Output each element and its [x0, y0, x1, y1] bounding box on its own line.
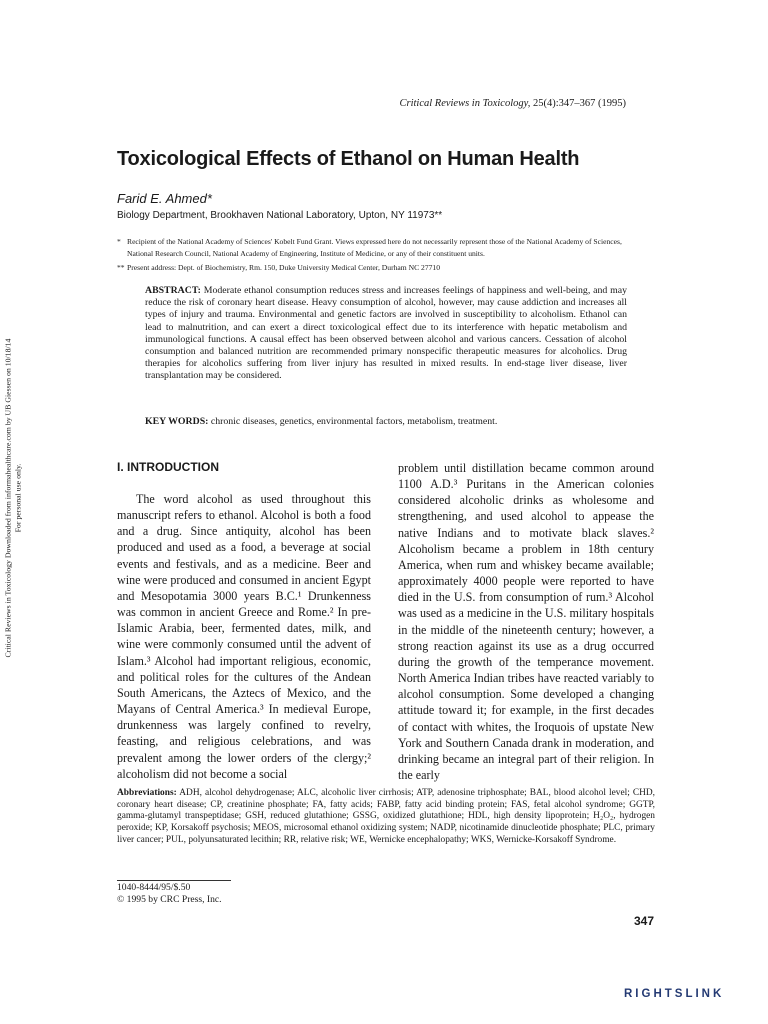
footnote-rule — [117, 880, 231, 881]
page-number: 347 — [634, 914, 655, 928]
section-heading: I. INTRODUCTION — [117, 460, 219, 474]
issn-code: 1040-8444/95/$.50 — [117, 882, 191, 893]
abbreviations-text: ADH, alcohol dehydrogenase; ALC, alcoholic liver cirrhosis; ATP, adenosine triphosphate; BAL, blood alcohol level; CHD, coronary heart disease; CP, creatinine phosphate; FA, fatty acids; FABP, fatty acid binding protein; FAS, fetal alcohol syndrome; GGTP, gamma-glutamyl transpeptidase; GSH, reduced glutathione; GSSG, oxidized glutathione; HDL, high density lipoprotein; H₂O₂, hydrogen peroxide; KP, Korsakoff psychosis; MEOS, microsomal ethanol oxidizing system; NADP, nicotinamide dinucleotide phosphate; PLC, primary liver cancer; PUL, polyunsaturated lecithin; RR, relative risk; WE, Wernicke encephalopathy; WKS, Wernicke-Korsakoff Syndrome. — [117, 788, 656, 845]
abstract-text: Moderate ethanol consumption reduces stress and increases feelings of happiness and well-being, and may reduce the risk of coronary heart disease. Heavy consumption of alcohol, however, may cause addiction and increases all types of injury and trauma. Environmental and genetic factors are involved in susceptibility to alcoholism. Ethanol can lead to malnutrition, and can exert a direct toxicological effect due to its interference with hepatic metabolism and immunological functions. A causal effect has been observed between alcohol and various cancers. Cessation of alcohol consumption and balanced nutrition are recommended primary nonspecific therapeutic measures for alcoholics. Drug therapies for alcoholics suffering from liver injury has resulted in mixed results. In end-stage liver disease, liver transplantation may be considered. — [145, 285, 628, 382]
body-column-left: The word alcohol as used throughout this manuscript refers to ethanol. Alcohol is both a food and a drug. Since antiquity, alcohol has been produced and used as a food, a beverage at social events and festivals, and as a medicine. Beer and wine were produced and consumed in ancient Egypt and Mesopotamia 3000 years B.C.¹ Drunkenness was common in ancient Greece and Rome.² In pre-Islamic Arabia, beer, fermented dates, milk, and wine were commonly consumed until the advent of Islam.³ Alcohol had important religious, economic, and political roles for the cultures of the Andean South Americans, the Aztecs of Mexico, and the Mayans of Central America.³ In medieval Europe, drunkenness was largely confined to revelry, feasting, and religious celebrations, and was prevalent among the lower orders of the clergy;² alcoholism did not become a social — [117, 492, 371, 781]
author-affiliation: Biology Department, Brookhaven National Laboratory, Upton, NY 11973** — [117, 210, 443, 221]
body-column-right: problem until distillation became common around 1100 A.D.³ Puritans in the American colonies considered alcoholic drinks as wholesome and strengthening, and used alcohol to appease the native Indians and to motivate black slaves.² Alcoholism became a problem in 18th century America, when rum and whiskey became available; approximately 4000 people were reported to have died in the U.S. from consumption of rum.³ Alcohol was used as a medicine in the U.S. military hospitals in the middle of the nineteenth century; however, a strong reaction against its use as a drug occurred during the growth of the temperance movement. North America Indian tribes have reacted variably to alcohol consumption. Some developed a changing attitude toward it; for example, in the first decades of contact with whites, the Iroquois of upstate New York and Southern Canada drank in moderation, and drinking became an integral part of their religion. In the early — [398, 461, 654, 782]
keywords-text: chronic diseases, genetics, environmental factors, metabolism, treatment. — [210, 416, 498, 427]
journal-citation — [399, 98, 626, 109]
journal-volume: 25(4):347–367 (1995) — [532, 98, 626, 109]
imprint — [117, 882, 222, 906]
keywords-label: KEY WORDS: — [145, 416, 209, 427]
footnote-text: Present address: Dept. of Biochemistry, Rm. 150, Duke University Medical Center, Durham NC 27710 — [127, 263, 441, 272]
abbreviations-label: Abbreviations: — [117, 788, 177, 798]
article-title: Toxicological Effects of Ethanol on Human Health — [117, 148, 580, 170]
rightslink-wordmark: RIGHTSLINK — [624, 988, 725, 1000]
abstract-label: ABSTRACT: — [145, 285, 201, 296]
abbreviations — [117, 788, 655, 847]
footnote-1 — [117, 236, 637, 260]
author-name: Farid E. Ahmed* — [117, 191, 212, 206]
footnote-mark: ** — [117, 263, 125, 272]
keywords — [145, 416, 627, 427]
journal-name: Critical Reviews in Toxicology, — [399, 98, 531, 109]
rightslink-logo — [624, 988, 724, 1000]
abstract — [145, 285, 627, 383]
download-notice — [4, 311, 24, 686]
footnote-2 — [117, 262, 637, 274]
download-notice-line2: For personal use only. — [13, 463, 23, 533]
footnote-mark: * — [117, 237, 121, 246]
download-notice-line1: Critical Reviews in Toxicology Downloaded from informahealthcare.com by UB Giessen on 10/18/14 — [3, 338, 13, 658]
copyright-notice: © 1995 by CRC Press, Inc. — [117, 894, 222, 905]
footnote-text: Recipient of the National Academy of Sciences' Kobelt Fund Grant. Views expressed here do not necessarily represent those of the National Academy of Sciences, National Research Council, National Academy of Engineering, Institute of Medicine, or any of their constituent units. — [127, 237, 622, 258]
